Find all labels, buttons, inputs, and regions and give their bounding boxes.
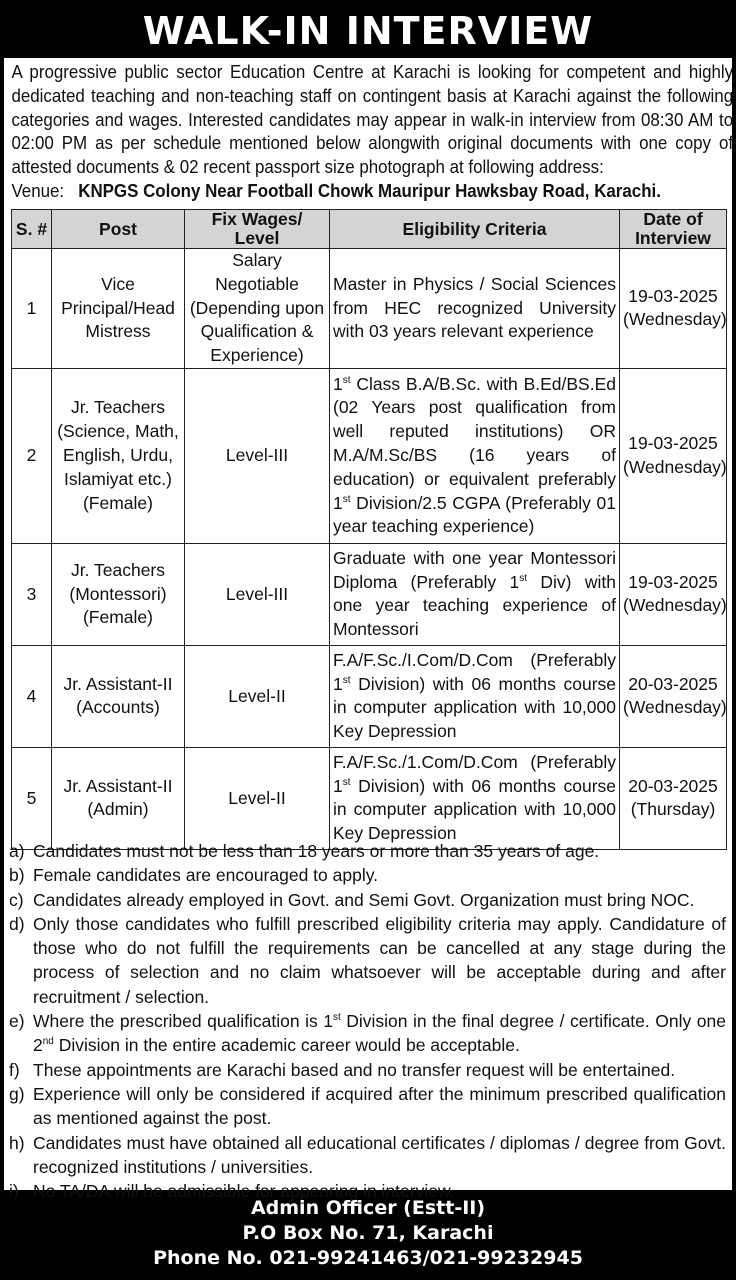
interview-day: (Thursday): [630, 799, 716, 820]
row-post: Jr. Teachers (Montessori) (Female): [52, 543, 185, 645]
row-eligibility: F.A/F.Sc./I.Com/D.Com (Preferably 1st Division) with 06 months course in computer application with 10,000 Key Depression: [330, 645, 620, 747]
row-sno: 5: [12, 747, 52, 849]
row-post: Jr. Assistant-II (Accounts): [52, 645, 185, 747]
content-panel: [4, 58, 734, 1202]
interview-day: (Wednesday): [623, 697, 727, 718]
row-wages: Level-II: [185, 747, 330, 849]
footer-phone: Phone No. 021-99241463/021-99232945: [153, 1247, 583, 1269]
interview-date: 20-03-2025: [628, 775, 718, 796]
interview-date: 20-03-2025: [628, 673, 718, 694]
row-sno: 2: [12, 368, 52, 543]
venue-line: [4, 180, 733, 203]
row-eligibility: 1st Class B.A/B.Sc. with B.Ed/BS.Ed (02 Years post qualification from well reputed institutions) OR M.A/M.Sc/BS (16 years of education) or equivalent preferably 1st Division/2.5 CGPA (Preferably 01 year teaching experience): [330, 368, 620, 543]
list-item: e) Where the prescribed qualification is 1st Division in the final degree / certificate. Only one 2nd Division in the entire academic career would be acceptable.: [9, 1011, 726, 1056]
interview-date: 19-03-2025: [628, 285, 718, 306]
table-row: [12, 645, 727, 747]
table-header-row: [12, 210, 727, 249]
row-sno: 3: [12, 543, 52, 645]
header-post: Post: [52, 210, 185, 249]
row-date: [620, 543, 727, 645]
row-wages: Salary Negotiable (Depending upon Qualification & Experience): [185, 249, 330, 369]
table-row: [12, 249, 727, 369]
footer-address: P.O Box No. 71, Karachi: [242, 1222, 494, 1244]
positions-table: [11, 209, 727, 850]
interview-date: 19-03-2025: [628, 571, 718, 592]
list-item: a) Candidates must not be less than 18 years or more than 35 years of age.: [9, 841, 600, 861]
row-post: Jr. Teachers (Science, Math, English, Urdu, Islamiyat etc.) (Female): [52, 368, 185, 543]
list-item: b) Female candidates are encouraged to apply.: [9, 865, 379, 886]
row-date: [620, 747, 727, 849]
notes-list: [4, 839, 732, 1203]
interview-date: 19-03-2025: [628, 433, 718, 454]
row-post: Vice Principal/Head Mistress: [52, 249, 185, 369]
table-row: [12, 543, 727, 645]
list-item: c) Candidates already employed in Govt. and Semi Govt. Organization must bring NOC.: [9, 889, 695, 910]
list-item: g) Experience will only be considered if acquired after the minimum prescribed qualification as mentioned against the post.: [9, 1083, 726, 1129]
row-post: Jr. Assistant-II (Admin): [52, 747, 185, 849]
header-eligibility: Eligibility Criteria: [330, 210, 620, 249]
header-wages: Fix Wages/ Level: [185, 210, 330, 249]
row-sno: 4: [12, 645, 52, 747]
interview-day: (Wednesday): [623, 456, 727, 477]
contact-footer: [0, 1196, 736, 1271]
footer-office: Admin Officer (Estt-II): [250, 1197, 486, 1219]
row-wages: Level-III: [185, 543, 330, 645]
list-item: h) Candidates must have obtained all educational certificates / diplomas / degree from Govt. recognized institutions / universities.: [9, 1132, 726, 1177]
venue-address: KNPGS Colony Near Football Chowk Mauripur Hawksbay Road, Karachi.: [78, 180, 661, 201]
row-eligibility: Graduate with one year Montessori Diploma (Preferably 1st Div) with one year teaching experience of Montessori: [330, 543, 620, 645]
row-date: [620, 368, 727, 543]
row-wages: Level-II: [185, 645, 330, 747]
table-row: [12, 368, 727, 543]
list-item: d) Only those candidates who fulfill prescribed eligibility criteria may apply. Candidature of those who do not fulfill the requirements can be cancelled at any stage during the process of selection and no claim whatsoever will be acceptable during and after recruitment / selection.: [9, 913, 726, 1007]
row-date: [620, 645, 727, 747]
header-sno: S. #: [12, 210, 52, 249]
list-item: f) These appointments are Karachi based and no transfer request will be entertained.: [9, 1059, 676, 1080]
page-title: WALK-IN INTERVIEW: [142, 9, 594, 53]
row-date: [620, 249, 727, 369]
list-item: i) No TA/DA will be admissible for appearing in interview.: [9, 1181, 455, 1202]
intro-paragraph: A progressive public sector Education Centre at Karachi is looking for competent and highly dedicated teaching and non-teaching staff on contingent basis at Karachi against the following categories and wages. Interested candidates may appear in walk-in interview from 08:30 AM to 02:00 PM as per schedule mentioned below alongwith original documents with one copy of attested documents & 02 recent passport size photograph at following address:: [11, 62, 734, 178]
interview-day: (Wednesday): [623, 595, 727, 616]
interview-day: (Wednesday): [623, 309, 727, 330]
row-wages: Level-III: [185, 368, 330, 543]
venue-label: Venue:: [11, 180, 65, 201]
row-sno: 1: [12, 249, 52, 369]
row-eligibility: Master in Physics / Social Sciences from HEC recognized University with 03 years relevant experience: [330, 249, 620, 369]
header-date: Date of Interview: [620, 210, 727, 249]
row-eligibility: F.A/F.Sc./1.Com/D.Com (Preferably 1st Division) with 06 months course in computer application with 10,000 Key Depression: [330, 747, 620, 849]
table-row: [12, 747, 727, 849]
